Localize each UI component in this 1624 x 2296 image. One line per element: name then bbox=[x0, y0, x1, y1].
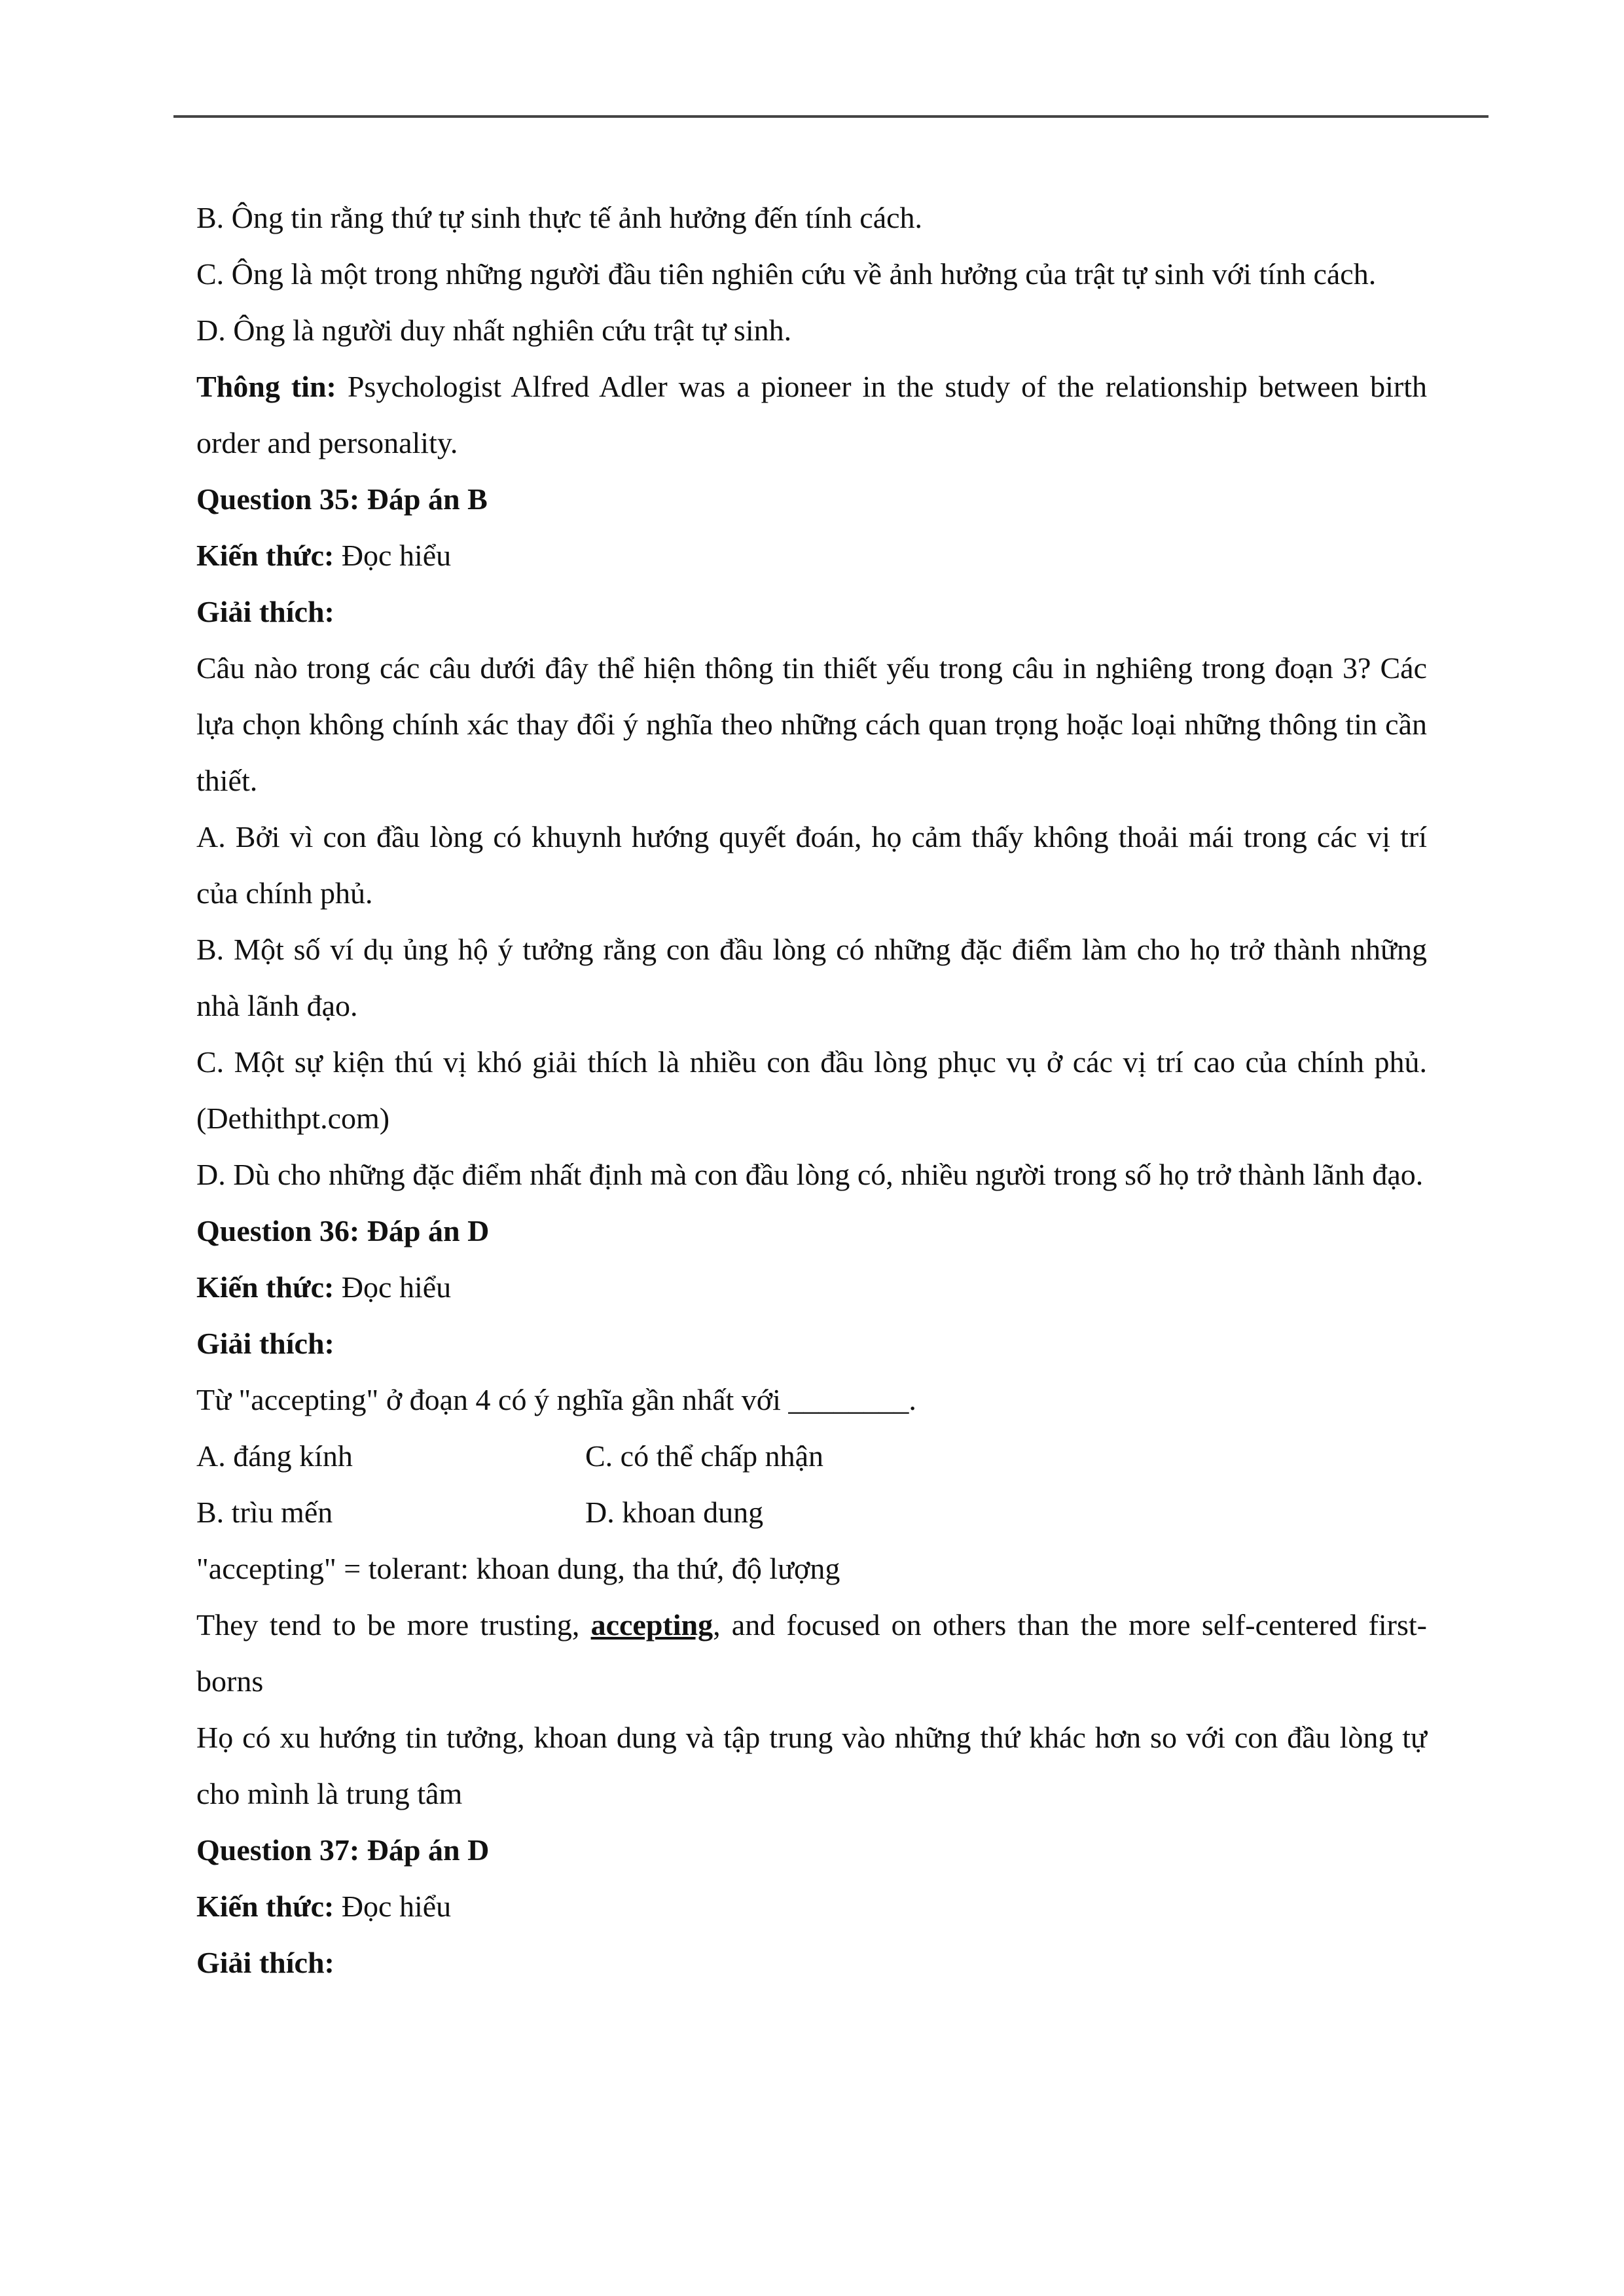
q37-knowledge bbox=[196, 1878, 1427, 1935]
q34-option-c: C. Ông là một trong những người đầu tiên nghiên cứu về ảnh hưởng của trật tự sinh với tính cách. bbox=[196, 257, 1377, 291]
q34-info-text: Psychologist Alfred Adler was a pioneer in the study of the relationship between birth order and personality. bbox=[196, 370, 1427, 459]
q36-option-b: B. trìu mến bbox=[196, 1496, 333, 1529]
q34-option-b: B. Ông tin rằng thứ tự sinh thực tế ảnh hưởng đến tính cách. bbox=[196, 201, 923, 234]
q36-knowledge-value: Đọc hiểu bbox=[334, 1270, 452, 1304]
q36-quote-after: , and focused on others than the more self-centered first-borns bbox=[196, 1608, 1427, 1698]
q34-info bbox=[196, 359, 1427, 471]
q35-prompt: Câu nào trong các câu dưới đây thể hiện thông tin thiết yếu trong câu in nghiêng trong đoạn 3? Các lựa chọn không chính xác thay đổi ý nghĩa theo những cách quan trọng hoặc loại những thông tin cần thiết. bbox=[196, 651, 1427, 797]
q36-knowledge bbox=[196, 1259, 1427, 1316]
q36-option-a: A. đáng kính bbox=[196, 1439, 353, 1473]
q36-prompt: Từ "accepting" ở đoạn 4 có ý nghĩa gần nhất với ________. bbox=[196, 1383, 916, 1416]
q36-options-row-1 bbox=[196, 1428, 1427, 1484]
q35-knowledge-value: Đọc hiểu bbox=[334, 539, 452, 572]
q36-quote-before: They tend to be more trusting, bbox=[196, 1608, 591, 1641]
q36-meaning: "accepting" = tolerant: khoan dung, tha thứ, độ lượng bbox=[196, 1552, 840, 1585]
q36-option-c: C. có thể chấp nhận bbox=[585, 1439, 824, 1473]
q35-option-c: C. Một sự kiện thú vị khó giải thích là nhiều con đầu lòng phục vụ ở các vị trí cao của chính phủ. (Dethithpt.com) bbox=[196, 1045, 1427, 1135]
q36-heading: Question 36: Đáp án D bbox=[196, 1214, 490, 1247]
header-rule bbox=[173, 115, 1489, 118]
q37-knowledge-value: Đọc hiểu bbox=[334, 1890, 452, 1923]
q34-info-label: Thông tin: bbox=[196, 370, 336, 403]
q36-translation: Họ có xu hướng tin tưởng, khoan dung và tập trung vào những thứ khác hơn so với con đầu lòng tự cho mình là trung tâm bbox=[196, 1721, 1427, 1810]
q34-option-d: D. Ông là người duy nhất nghiên cứu trật tự sinh. bbox=[196, 314, 792, 347]
q35-option-a: A. Bởi vì con đầu lòng có khuynh hướng quyết đoán, họ cảm thấy không thoải mái trong các vị trí của chính phủ. bbox=[196, 820, 1427, 910]
q35-option-d: D. Dù cho những đặc điểm nhất định mà con đầu lòng có, nhiều người trong số họ trở thành lãnh đạo. bbox=[196, 1158, 1424, 1191]
q35-heading: Question 35: Đáp án B bbox=[196, 482, 488, 516]
q35-explain-label: Giải thích: bbox=[196, 595, 334, 628]
q37-explain-label: Giải thích: bbox=[196, 1946, 334, 1979]
q35-option-b: B. Một số ví dụ ủng hộ ý tưởng rằng con đầu lòng có những đặc điểm làm cho họ trở thành những nhà lãnh đạo. bbox=[196, 933, 1427, 1022]
q36-knowledge-label: Kiến thức: bbox=[196, 1270, 334, 1304]
q37-knowledge-label: Kiến thức: bbox=[196, 1890, 334, 1923]
q35-knowledge bbox=[196, 528, 1427, 584]
q36-quote bbox=[196, 1597, 1427, 1710]
q35-knowledge-label: Kiến thức: bbox=[196, 539, 334, 572]
q36-explain-label: Giải thích: bbox=[196, 1327, 334, 1360]
q36-options-row-2 bbox=[196, 1484, 1427, 1541]
document-body bbox=[196, 190, 1427, 1991]
q37-heading: Question 37: Đáp án D bbox=[196, 1833, 490, 1867]
q36-quote-keyword: accepting bbox=[590, 1608, 713, 1641]
q36-option-d: D. khoan dung bbox=[585, 1496, 764, 1529]
